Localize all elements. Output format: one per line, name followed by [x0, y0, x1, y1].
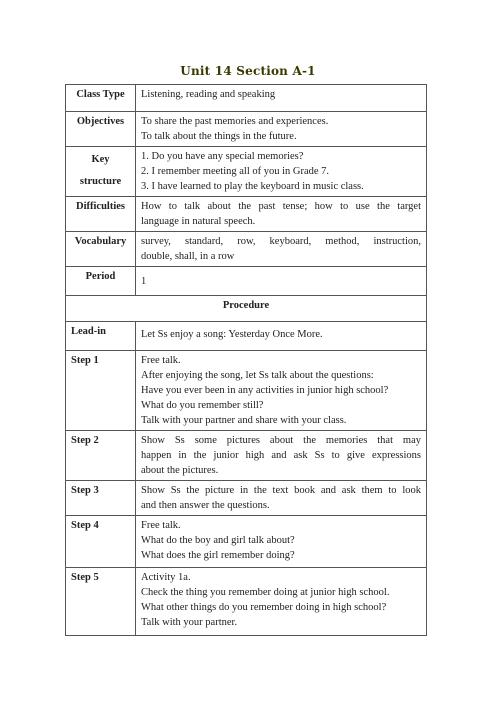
- label-text: Vocabulary: [74, 236, 127, 247]
- lesson-plan-table: [65, 84, 427, 636]
- label-text: Objectives: [76, 116, 125, 127]
- step-row-3: [66, 481, 427, 516]
- key-structure-row: [66, 147, 427, 197]
- step-content: [136, 322, 427, 351]
- step-label: Step 1: [66, 351, 136, 431]
- content-line: Free talk.: [141, 355, 181, 366]
- row-content: [136, 197, 427, 232]
- content-line: double, shall, in a row: [141, 251, 235, 262]
- step-content: [136, 351, 427, 431]
- row-label: [66, 147, 136, 197]
- row-content: [136, 112, 427, 147]
- content-line: Free talk.: [141, 520, 181, 531]
- row-content: [136, 267, 427, 296]
- step-label: Step 3: [66, 481, 136, 516]
- period-row: [66, 267, 427, 296]
- step-label: Step 2: [66, 431, 136, 481]
- label-text: Class Type: [76, 89, 125, 100]
- step-row-lead-in: [66, 322, 427, 351]
- content-line: about the pictures.: [141, 465, 219, 476]
- class-type-row: [66, 85, 427, 112]
- content-line: What does the girl remember doing?: [141, 550, 295, 561]
- content-line: What do you remember still?: [141, 400, 264, 411]
- content-line: Listening, reading and speaking: [141, 89, 276, 100]
- content-line: 3. I have learned to play the keyboard in music class.: [141, 181, 364, 192]
- content-line: What other things do you remember doing in high school?: [141, 602, 387, 613]
- content-line: survey, standard, row, keyboard, method, instruction,: [141, 236, 421, 247]
- row-label: [66, 267, 136, 296]
- content-line: 1. Do you have any special memories?: [141, 151, 304, 162]
- row-content: [136, 85, 427, 112]
- content-line: To talk about the things in the future.: [141, 131, 297, 142]
- step-label: Lead-in: [66, 322, 136, 351]
- row-label: [66, 232, 136, 267]
- step-content: [136, 481, 427, 516]
- content-line: language in natural speech.: [141, 216, 256, 227]
- content-line: Check the thing you remember doing at junior high school.: [141, 587, 390, 598]
- content-line: and then answer the questions.: [141, 500, 270, 511]
- label-text: structure: [79, 176, 122, 187]
- step-row-2: [66, 431, 427, 481]
- step-label: Step 4: [66, 516, 136, 568]
- step-label: Step 5: [66, 568, 136, 636]
- procedure-header-row: [66, 296, 427, 322]
- content-line: After enjoying the song, let Ss talk about the questions:: [141, 370, 374, 381]
- content-line: 1: [141, 275, 147, 287]
- row-content: [136, 147, 427, 197]
- row-content: [136, 232, 427, 267]
- content-line: To share the past memories and experiences.: [141, 116, 329, 127]
- label-text: Difficulties: [76, 201, 125, 212]
- label-text: Key: [91, 154, 110, 165]
- content-line: What do the boy and girl talk about?: [141, 535, 295, 546]
- objectives-row: [66, 112, 427, 147]
- page-title: Unit 14 Section A-1: [180, 64, 316, 78]
- step-row-1: [66, 351, 427, 431]
- step-content: [136, 516, 427, 568]
- content-line: Show Ss the picture in the text book and ask them to look: [141, 485, 421, 496]
- content-line: How to talk about the past tense; how to use the target: [141, 201, 421, 212]
- step-content: [136, 431, 427, 481]
- step-content: [136, 568, 427, 636]
- row-label: [66, 112, 136, 147]
- section-heading: Procedure: [66, 296, 427, 322]
- content-line: Activity 1a.: [141, 572, 191, 583]
- row-label: [66, 85, 136, 112]
- step-row-4: [66, 516, 427, 568]
- content-line: Talk with your partner and share with your class.: [141, 415, 347, 426]
- content-line: Have you ever been in any activities in junior high school?: [141, 385, 389, 396]
- content-line: happen in the junior high and ask Ss to give expressions: [141, 450, 421, 461]
- step-row-5: [66, 568, 427, 636]
- content-line: Show Ss some pictures about the memories that may: [141, 435, 421, 446]
- content-line: Let Ss enjoy a song: Yesterday Once More.: [141, 329, 323, 340]
- difficulties-row: [66, 197, 427, 232]
- label-text: Period: [85, 271, 116, 282]
- vocabulary-row: [66, 232, 427, 267]
- row-label: [66, 197, 136, 232]
- content-line: Talk with your partner.: [141, 617, 238, 628]
- content-line: 2. I remember meeting all of you in Grade 7.: [141, 166, 330, 177]
